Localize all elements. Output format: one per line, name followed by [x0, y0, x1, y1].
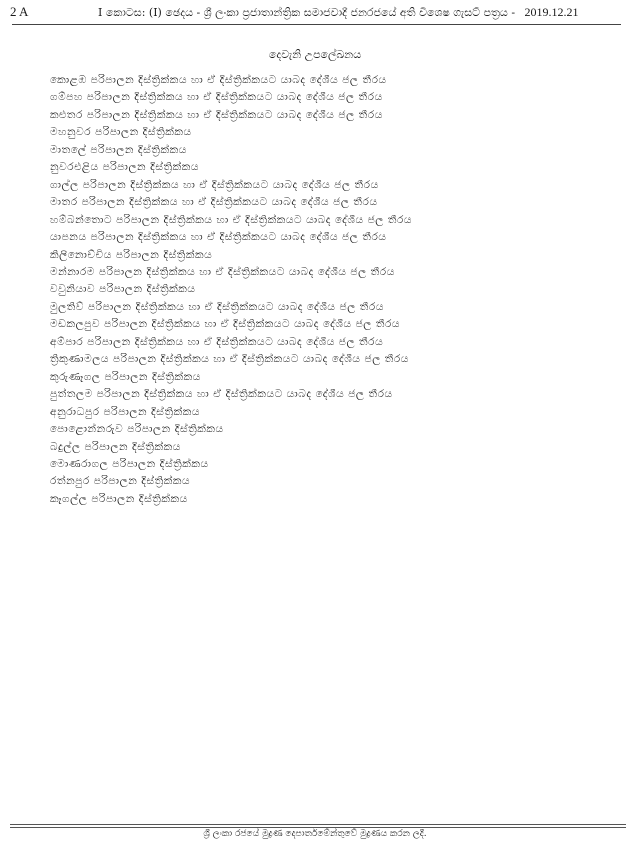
district-item: බදුල්ල පරිපාලන දිස්ත්‍රික්කය — [50, 440, 181, 453]
printer-imprint: ශ්‍රී ලංකා රජයේ මුද්‍රණ දෙපාර්තමේන්තුවේ මුද්‍රණය කරන ලදී. — [203, 829, 427, 839]
district-item: මහනුවර පරිපාලන දිස්ත්‍රික්කය — [50, 126, 192, 139]
district-item: කොළඹ පරිපාලන දිස්ත්‍රික්කය හා ඒ දිස්ත්‍රික්කයට යාබද දේශීය ජල තීරය — [50, 74, 387, 86]
district-item: කිලිනොච්චිය පරිපාලන දිස්ත්‍රික්කය — [50, 248, 213, 261]
district-item: මාතලේ පරිපාලන දිස්ත්‍රික්කය — [50, 143, 187, 156]
section-title: දෙවැනි උපලේඛනය — [268, 48, 362, 61]
district-item: කළුතර පරිපාලන දිස්ත්‍රික්කය හා ඒ දිස්ත්‍රික්කයට යාබද දේශීය ජල තීරය — [50, 108, 383, 121]
district-item: ගම්පහ පරිපාලන දිස්ත්‍රික්කය හා ඒ දිස්ත්‍රික්කයට යාබද දේශීය ජල තීරය — [50, 91, 383, 104]
running-title — [98, 3, 579, 22]
district-item: ත්‍රිකුණාමලය පරිපාලන දිස්ත්‍රික්කය හා ඒ දිස්ත්‍රික්කයට යාබද දේශීය ජල තීරය — [50, 353, 409, 366]
district-item: රත්නපුර පරිපාලන දිස්ත්‍රික්කය — [50, 475, 191, 488]
gazette-date: 2019.12.21 — [524, 5, 579, 19]
district-item: නුවරඑළිය පරිපාලන දිස්ත්‍රික්කය — [50, 161, 200, 174]
district-item: පුත්තලම පරිපාලන දිස්ත්‍රික්කය හා ඒ දිස්ත්‍රික්කයට යාබද දේශීය ජල තීරය — [50, 388, 393, 401]
district-item: කෑගල්ල පරිපාලන දිස්ත්‍රික්කය — [50, 492, 188, 505]
page-header — [10, 3, 620, 23]
district-item: මඩකලපුව පරිපාලන දිස්ත්‍රික්කය හා ඒ දිස්ත්‍රික්කයට යාබද දේශීය ජල තීරය — [50, 318, 401, 331]
district-item: ගාල්ල පරිපාලන දිස්ත්‍රික්කය හා ඒ දිස්ත්‍රික්කයට යාබද දේශීය ජල තීරය — [50, 178, 379, 191]
gazette-title: I කොටස: (I) ඡෙදය - ශ්‍රී ලංකා ප්‍රජාතාන්ත්‍රික සමාජවාදී ජනරජයේ අති විශෙෂ ගැසට් පත්‍රය - — [98, 6, 516, 19]
district-list — [50, 72, 412, 508]
district-item: හම්බන්තොට පරිපාලන දිස්ත්‍රික්කය හා ඒ දිස්ත්‍රික්කයට යාබද දේශීය ජල තීරය — [50, 213, 413, 226]
district-item: මුලතිව් පරිපාලන දිස්ත්‍රික්කය හා ඒ දිස්ත්‍රික්කයට යාබද දේශීය ජල තීරය — [50, 300, 384, 313]
district-item: වවුනියාව පරිපාලන දිස්ත්‍රික්කය — [50, 283, 196, 296]
district-item: මන්නාරම පරිපාලන දිස්ත්‍රික්කය හා ඒ දිස්ත්‍රික්කයට යාබද දේශීය ජල තීරය — [50, 265, 395, 278]
district-item: මාතර පරිපාලන දිස්ත්‍රික්කය හා ඒ දිස්ත්‍රික්කයට යාබද දේශීය ජල තීරය — [50, 196, 378, 209]
footer-divider — [10, 824, 626, 828]
header-divider — [12, 24, 621, 25]
district-item: මොණරාගල පරිපාලන දිස්ත්‍රික්කය — [50, 457, 209, 470]
district-item: කුරුණෑගල පරිපාලන දිස්ත්‍රික්කය — [50, 370, 201, 383]
district-item: යාපනය පරිපාලන දිස්ත්‍රික්කය හා ඒ දිස්ත්‍රික්කයට යාබද දේශීය ජල තීරය — [50, 231, 387, 244]
district-item: පොළොන්නරුව පරිපාලන දිස්ත්‍රික්කය — [50, 423, 224, 436]
district-item: අම්පාර පරිපාලන දිස්ත්‍රික්කය හා ඒ දිස්ත්‍රික්කයට යාබද දේශීය ජල තීරය — [50, 335, 384, 348]
page-number: 2 A — [10, 4, 29, 19]
district-item: අනුරාධපුර පරිපාලන දිස්ත්‍රික්කය — [50, 405, 200, 418]
